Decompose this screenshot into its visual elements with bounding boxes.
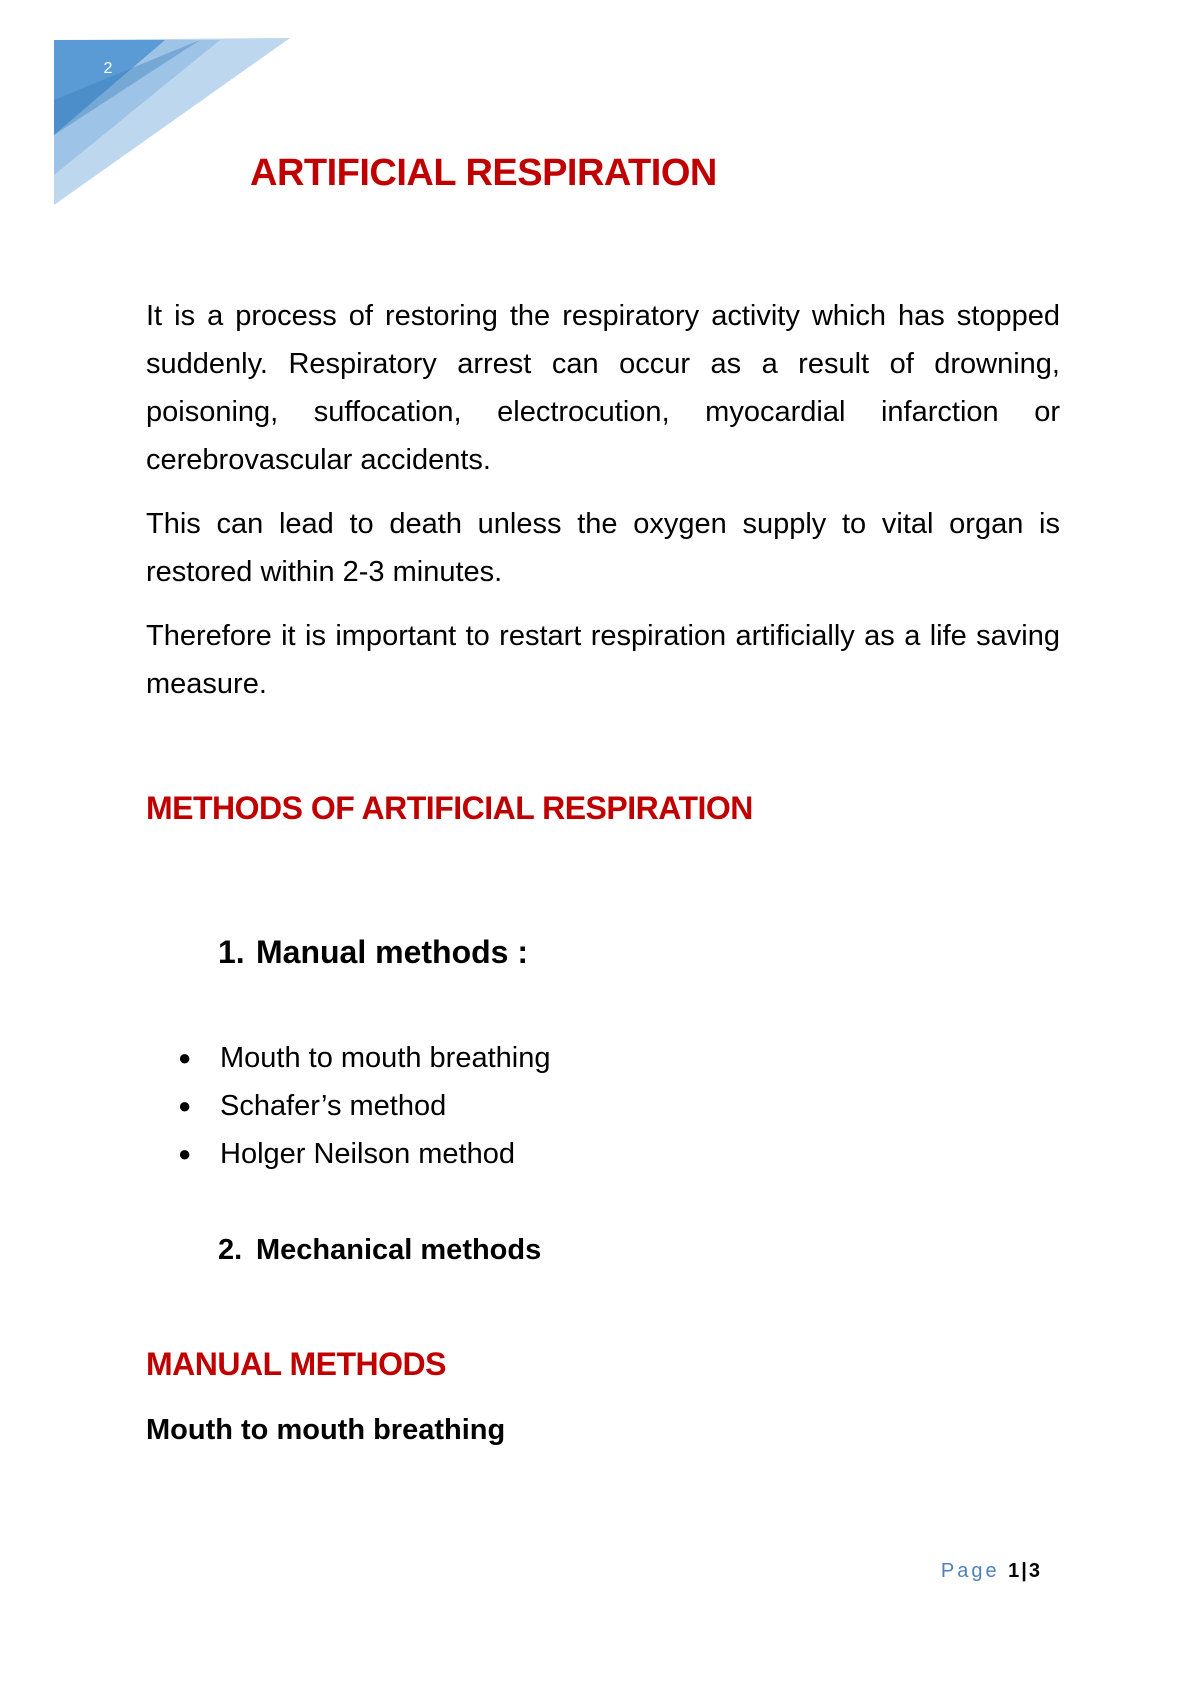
list-item: ● Holger Neilson method <box>178 1130 550 1178</box>
bullet-icon: ● <box>178 1141 192 1166</box>
footer-separator: | <box>1021 1560 1027 1582</box>
list-item: ● Mouth to mouth breathing <box>178 1034 550 1082</box>
item-label: Mechanical methods <box>256 1234 542 1266</box>
numbered-item-manual <box>218 934 528 971</box>
footer-total-pages: 3 <box>1028 1560 1040 1582</box>
bullet-icon: ● <box>178 1045 192 1070</box>
paragraph-death-risk: This can lead to death unless the oxygen supply to vital organ is restored within 2-3 minutes. <box>146 508 1060 588</box>
numbered-item-mechanical <box>218 1234 541 1267</box>
footer-page-word: Page <box>940 1560 1000 1582</box>
page-title: ARTIFICIAL RESPIRATION <box>250 152 717 194</box>
methods-heading: METHODS OF ARTIFICIAL RESPIRATION <box>146 790 753 826</box>
paragraph-importance: Therefore it is important to restart respiration artificially as a life saving measure. <box>146 620 1060 700</box>
page-footer <box>941 1560 1040 1583</box>
item-label: Manual methods : <box>256 934 529 970</box>
corner-page-number: 2 <box>103 60 113 77</box>
manual-methods-heading: MANUAL METHODS <box>146 1346 446 1382</box>
mouth-to-mouth-subheading: Mouth to mouth breathing <box>146 1414 506 1446</box>
item-number: 1. <box>218 934 245 970</box>
list-item: ● Schafer’s method <box>178 1082 550 1130</box>
bullet-icon: ● <box>178 1093 192 1118</box>
manual-methods-list <box>178 1034 550 1178</box>
item-number: 2. <box>218 1234 243 1266</box>
intro-paragraph: It is a process of restoring the respiratory activity which has stopped suddenly. Respiratory arrest can occur as a result of drowning, poisoning, suffocation, electrocution, myocardial infarction or cerebrovascular accidents. <box>146 300 1060 476</box>
footer-current-page: 1 <box>1008 1560 1020 1582</box>
